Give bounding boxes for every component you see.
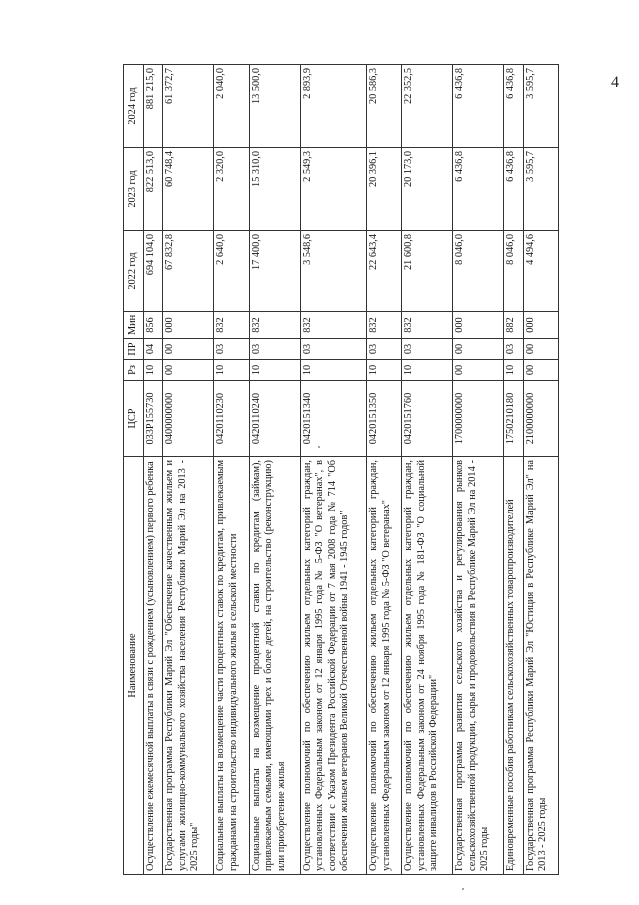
cell-name: Государственная программа развития сельского хозяйства и регулирования рынков сельскохозяйственной продукции, сырья и продовольствия в Республике Марий Эл на 2014 - 2025 годы bbox=[453, 457, 504, 875]
cell-csr: 1750210180 bbox=[504, 381, 523, 457]
cell-2024: 6 436,8 bbox=[453, 65, 504, 148]
cell-2024: 22 352,5 bbox=[402, 65, 453, 148]
cell-2022: 3 548,6 bbox=[300, 231, 367, 312]
cell-2022: 8 046,0 bbox=[453, 231, 504, 312]
cell-2022: 8 046,0 bbox=[504, 231, 523, 312]
cell-name: Социальные выплаты на возмещение процентной ставки по кредитам (займам), привлекаемым семьями, имеющими трех и более детей, на строительство (реконструкцию) или приобретение жилья bbox=[249, 457, 300, 875]
cell-min: 882 bbox=[504, 312, 523, 339]
header-min: Мин bbox=[124, 312, 144, 339]
table-row bbox=[249, 65, 300, 875]
cell-pr: 03 bbox=[402, 339, 453, 360]
cell-2022: 21 600,8 bbox=[402, 231, 453, 312]
cell-2023: 2 549,3 bbox=[300, 148, 367, 231]
cell-csr: 0420151340 bbox=[300, 381, 367, 457]
header-rz: Рз bbox=[124, 360, 144, 381]
cell-2023: 6 436,8 bbox=[504, 148, 523, 231]
cell-2022: 2 640,0 bbox=[214, 231, 249, 312]
cell-2023: 15 310,0 bbox=[249, 148, 300, 231]
cell-2024: 2 893,9 bbox=[300, 65, 367, 148]
budget-table bbox=[123, 64, 559, 875]
cell-csr: 2100000000 bbox=[523, 381, 558, 457]
cell-rz: 00 bbox=[523, 360, 558, 381]
cell-2023: 2 320,0 bbox=[214, 148, 249, 231]
cell-2023: 3 595,7 bbox=[523, 148, 558, 231]
cell-name: Осуществление ежемесячной выплаты в связи с рождением (усыновлением) первого ребенка bbox=[144, 457, 163, 875]
cell-min: 856 bbox=[144, 312, 163, 339]
header-2023: 2023 год bbox=[124, 148, 144, 231]
cell-min: 000 bbox=[523, 312, 558, 339]
cell-rz: 00 bbox=[453, 360, 504, 381]
cell-2022: 4 494,6 bbox=[523, 231, 558, 312]
cell-2024: 61 372,7 bbox=[163, 65, 214, 148]
cell-csr: 1700000000 bbox=[453, 381, 504, 457]
header-2022: 2022 год bbox=[124, 231, 144, 312]
cell-2023: 60 748,4 bbox=[163, 148, 214, 231]
cell-2023: 822 513,0 bbox=[144, 148, 163, 231]
cell-csr: 0420151760 bbox=[402, 381, 453, 457]
cell-2024: 2 040,0 bbox=[214, 65, 249, 148]
table-header-row bbox=[124, 65, 144, 875]
header-name: Наименование bbox=[124, 457, 144, 875]
cell-rz: 10 bbox=[300, 360, 367, 381]
cell-name: Осуществление полномочий по обеспечению жильем отдельных категорий граждан, установленных Федеральным законом от 24 ноября 1995 года № 181-ФЗ "О социальной защите инвалидов в Российской Федерации" bbox=[402, 457, 453, 875]
cell-2024: 3 595,7 bbox=[523, 65, 558, 148]
cell-csr: 0420110240 bbox=[249, 381, 300, 457]
table-row bbox=[523, 65, 558, 875]
cell-name: Единовременные пособия работникам сельскохозяйственных товаропроизводителей bbox=[504, 457, 523, 875]
scan-speck bbox=[462, 888, 464, 890]
cell-2023: 20 173,0 bbox=[402, 148, 453, 231]
cell-csr: 0400000000 bbox=[163, 381, 214, 457]
cell-rz: 00 bbox=[163, 360, 214, 381]
cell-csr: 033P155730 bbox=[144, 381, 163, 457]
cell-min: 832 bbox=[214, 312, 249, 339]
cell-min: 000 bbox=[453, 312, 504, 339]
table-row bbox=[504, 65, 523, 875]
cell-2024: 6 436,8 bbox=[504, 65, 523, 148]
cell-2024: 13 500,0 bbox=[249, 65, 300, 148]
cell-rz: 10 bbox=[249, 360, 300, 381]
header-2024: 2024 год bbox=[124, 65, 144, 148]
cell-rz: 10 bbox=[144, 360, 163, 381]
header-pr: ПР bbox=[124, 339, 144, 360]
table-row bbox=[453, 65, 504, 875]
cell-pr: 04 bbox=[144, 339, 163, 360]
table-row bbox=[300, 65, 367, 875]
page-number: 4 bbox=[611, 74, 619, 91]
cell-name: Осуществление полномочий по обеспечению жильем отдельных категорий граждан, установленных Федеральным законом от 12 января 1995 года № 5-ФЗ "О ветеранах" bbox=[367, 457, 402, 875]
cell-pr: 03 bbox=[367, 339, 402, 360]
cell-pr: 00 bbox=[453, 339, 504, 360]
cell-2024: 20 586,3 bbox=[367, 65, 402, 148]
cell-2023: 20 396,1 bbox=[367, 148, 402, 231]
cell-name: Осуществление полномочий по обеспечению жильем отдельных категорий граждан, установленных Федеральным законом от 12 января 1995 года № 5-ФЗ "О ветеранах", в соответствии с Указом Президента Российской Федерации от 7 мая 2008 года № 714 "Об обеспечении жильем ветеранов Великой Отечественной войны 1941 - 1945 годов" bbox=[300, 457, 367, 875]
cell-2022: 17 400,0 bbox=[249, 231, 300, 312]
cell-min: 832 bbox=[402, 312, 453, 339]
cell-pr: 00 bbox=[163, 339, 214, 360]
cell-name: Социальные выплаты на возмещение части процентных ставок по кредитам, привлекаемым гражданами на строительство индивидуального жилья в сельской местности bbox=[214, 457, 249, 875]
cell-pr: 03 bbox=[300, 339, 367, 360]
cell-pr: 03 bbox=[504, 339, 523, 360]
cell-rz: 10 bbox=[504, 360, 523, 381]
table-row bbox=[214, 65, 249, 875]
cell-2022: 67 832,8 bbox=[163, 231, 214, 312]
cell-pr: 00 bbox=[523, 339, 558, 360]
cell-2023: 6 436,8 bbox=[453, 148, 504, 231]
cell-csr: 0420151350 bbox=[367, 381, 402, 457]
cell-2022: 22 643,4 bbox=[367, 231, 402, 312]
cell-rz: 10 bbox=[367, 360, 402, 381]
cell-csr: 0420110230 bbox=[214, 381, 249, 457]
cell-2022: 694 104,0 bbox=[144, 231, 163, 312]
cell-pr: 03 bbox=[249, 339, 300, 360]
cell-min: 832 bbox=[249, 312, 300, 339]
header-csr: ЦСР bbox=[124, 381, 144, 457]
cell-name: Государственная программа Республики Марий Эл "Юстиция в Республике Марий Эл" на 2013 - 2025 годы bbox=[523, 457, 558, 875]
rotated-table-container bbox=[123, 65, 559, 875]
cell-2024: 881 215,0 bbox=[144, 65, 163, 148]
table-row bbox=[163, 65, 214, 875]
cell-rz: 10 bbox=[402, 360, 453, 381]
cell-name: Государственная программа Республики Марий Эл "Обеспечение качественным жильем и услугами жилищно-коммунального хозяйства населения Республики Марий Эл на 2013 - 2025 годы" bbox=[163, 457, 214, 875]
table-row bbox=[367, 65, 402, 875]
cell-min: 000 bbox=[163, 312, 214, 339]
table-row bbox=[402, 65, 453, 875]
cell-min: 832 bbox=[300, 312, 367, 339]
cell-pr: 03 bbox=[214, 339, 249, 360]
table-row bbox=[144, 65, 163, 875]
cell-min: 832 bbox=[367, 312, 402, 339]
cell-rz: 10 bbox=[214, 360, 249, 381]
